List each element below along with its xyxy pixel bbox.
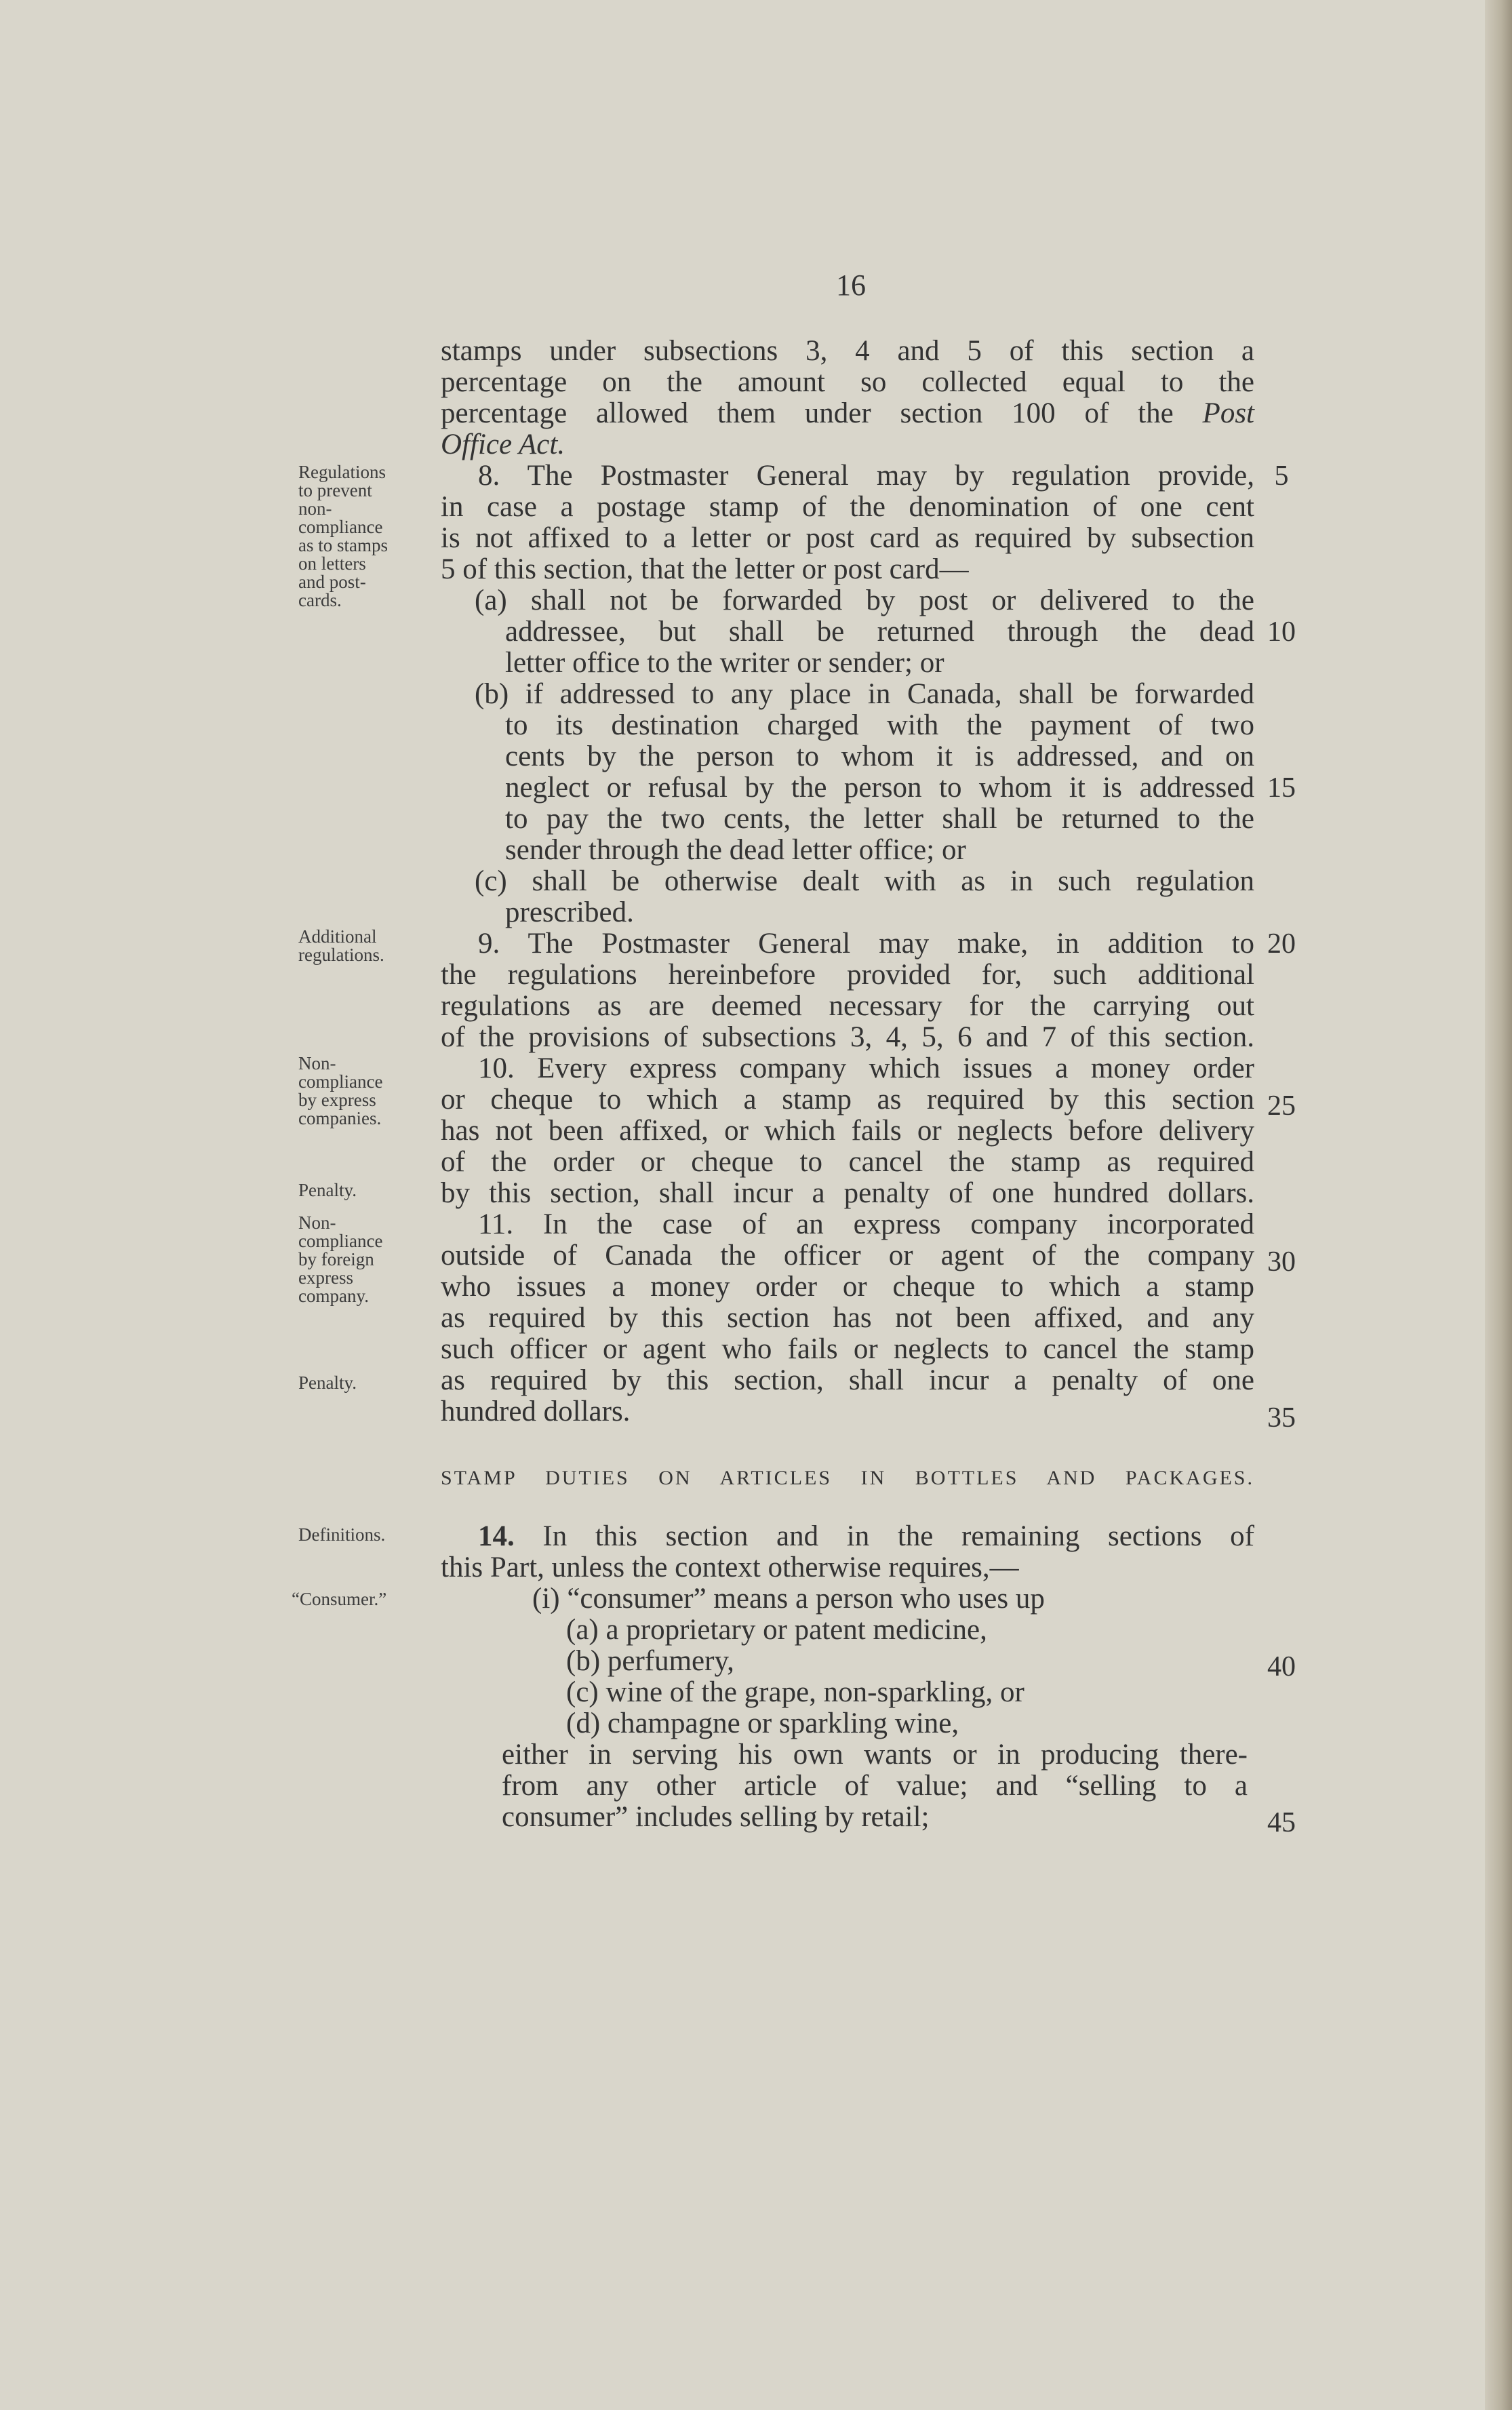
text-line: 11. In the case of an express company incorporated [478, 1208, 1254, 1240]
page-edge-shadow [1485, 0, 1512, 2410]
line-number: 30 [1267, 1246, 1296, 1278]
text-line: hundred dollars. [441, 1396, 631, 1427]
act-title-italic: Office Act. [441, 429, 565, 460]
text-line: cents by the person to whom it is addressed, and on [505, 740, 1254, 772]
margin-note: “Consumer.” [292, 1589, 387, 1609]
margin-note: Additional regulations. [298, 926, 384, 965]
text-line: (c) shall be otherwise dealt with as in such regulation [475, 865, 1254, 897]
text-line: neglect or refusal by the person to whom it is addressed [505, 772, 1254, 804]
line-number: 45 [1267, 1807, 1296, 1838]
text-line: in case a postage stamp of the denomination of one cent [441, 491, 1254, 523]
text-line: regulations as are deemed necessary for the carrying out [441, 990, 1254, 1022]
text-line: from any other article of value; and “selling to a [502, 1770, 1248, 1802]
act-title-italic: Post [1202, 397, 1254, 429]
text-line: (c) wine of the grape, non-sparkling, or [566, 1676, 1024, 1708]
text-line [478, 1521, 1254, 1552]
text-line: is not affixed to a letter or post card as required by subsection [441, 522, 1254, 554]
text-span: percentage allowed them under section 100 of the [441, 397, 1174, 429]
text-line: (d) champagne or sparkling wine, [566, 1707, 959, 1739]
text-line: to pay the two cents, the letter shall be returned to the [505, 803, 1254, 835]
margin-note: Penalty. [298, 1180, 357, 1200]
section-number: 14. [478, 1520, 515, 1552]
text-line: (b) if addressed to any place in Canada, shall be forwarded [475, 678, 1254, 710]
text-line: of the provisions of subsections 3, 4, 5, 6 and 7 of this section. [441, 1021, 1254, 1053]
line-number: 5 [1274, 460, 1289, 492]
line-number: 10 [1267, 616, 1296, 648]
text-line: (a) a proprietary or patent medicine, [566, 1614, 987, 1646]
line-number: 15 [1267, 772, 1296, 804]
text-line: the regulations hereinbefore provided for, such additional [441, 959, 1254, 991]
text-line [441, 398, 1254, 429]
text-line: 5 of this section, that the letter or post card— [441, 553, 969, 585]
text-line [441, 429, 1254, 460]
text-line: outside of Canada the officer or agent of the company [441, 1240, 1254, 1271]
text-line: prescribed. [505, 896, 634, 928]
line-number: 35 [1267, 1402, 1296, 1434]
text-line: as required by this section, shall incur a penalty of one [441, 1364, 1254, 1396]
text-line: consumer” includes selling by retail; [502, 1801, 930, 1833]
text-line: 8. The Postmaster General may by regulation provide, [478, 460, 1254, 492]
text-span: In this section and in the remaining sections of [542, 1520, 1254, 1552]
margin-note: Penalty. [298, 1372, 357, 1393]
margin-note: Non- compliance by foreign express company. [298, 1212, 383, 1306]
page-number: 16 [836, 269, 866, 302]
text-line: this Part, unless the context otherwise requires,— [441, 1552, 1019, 1583]
text-line: by this section, shall incur a penalty of one hundred dollars. [441, 1177, 1254, 1209]
text-line: of the order or cheque to cancel the stamp as required [441, 1146, 1254, 1178]
text-line: 10. Every express company which issues a money order [478, 1052, 1254, 1084]
text-line: stamps under subsections 3, 4 and 5 of this section a [441, 335, 1254, 367]
text-line: either in serving his own wants or in producing there- [502, 1739, 1248, 1771]
text-line: letter office to the writer or sender; or [505, 647, 944, 679]
text-line: or cheque to which a stamp as required by this section [441, 1084, 1254, 1115]
section-heading: STAMP DUTIES ON ARTICLES IN BOTTLES AND PACKAGES. [441, 1467, 1254, 1489]
text-line: such officer or agent who fails or neglects to cancel the stamp [441, 1333, 1254, 1365]
text-line: (b) perfumery, [566, 1645, 734, 1677]
text-line: 9. The Postmaster General may make, in addition to [478, 928, 1254, 960]
text-line: (a) shall not be forwarded by post or delivered to the [475, 585, 1254, 616]
text-line: to its destination charged with the payment of two [505, 709, 1254, 741]
text-line: who issues a money order or cheque to which a stamp [441, 1271, 1254, 1303]
line-number: 25 [1267, 1090, 1296, 1122]
margin-note: Regulations to prevent non- compliance as to stamps on letters and post- cards. [298, 462, 388, 610]
text-line: has not been affixed, or which fails or neglects before delivery [441, 1115, 1254, 1147]
text-line: (i) “consumer” means a person who uses up [532, 1583, 1045, 1615]
margin-note: Definitions. [298, 1524, 386, 1545]
text-line: addressee, but shall be returned through the dead [505, 616, 1254, 648]
text-line: as required by this section has not been affixed, and any [441, 1302, 1254, 1334]
margin-note: Non- compliance by express companies. [298, 1053, 383, 1128]
line-number: 20 [1267, 928, 1296, 960]
text-line: percentage on the amount so collected equal to the [441, 366, 1254, 398]
text-line: sender through the dead letter office; or [505, 834, 966, 866]
line-number: 40 [1267, 1651, 1296, 1682]
